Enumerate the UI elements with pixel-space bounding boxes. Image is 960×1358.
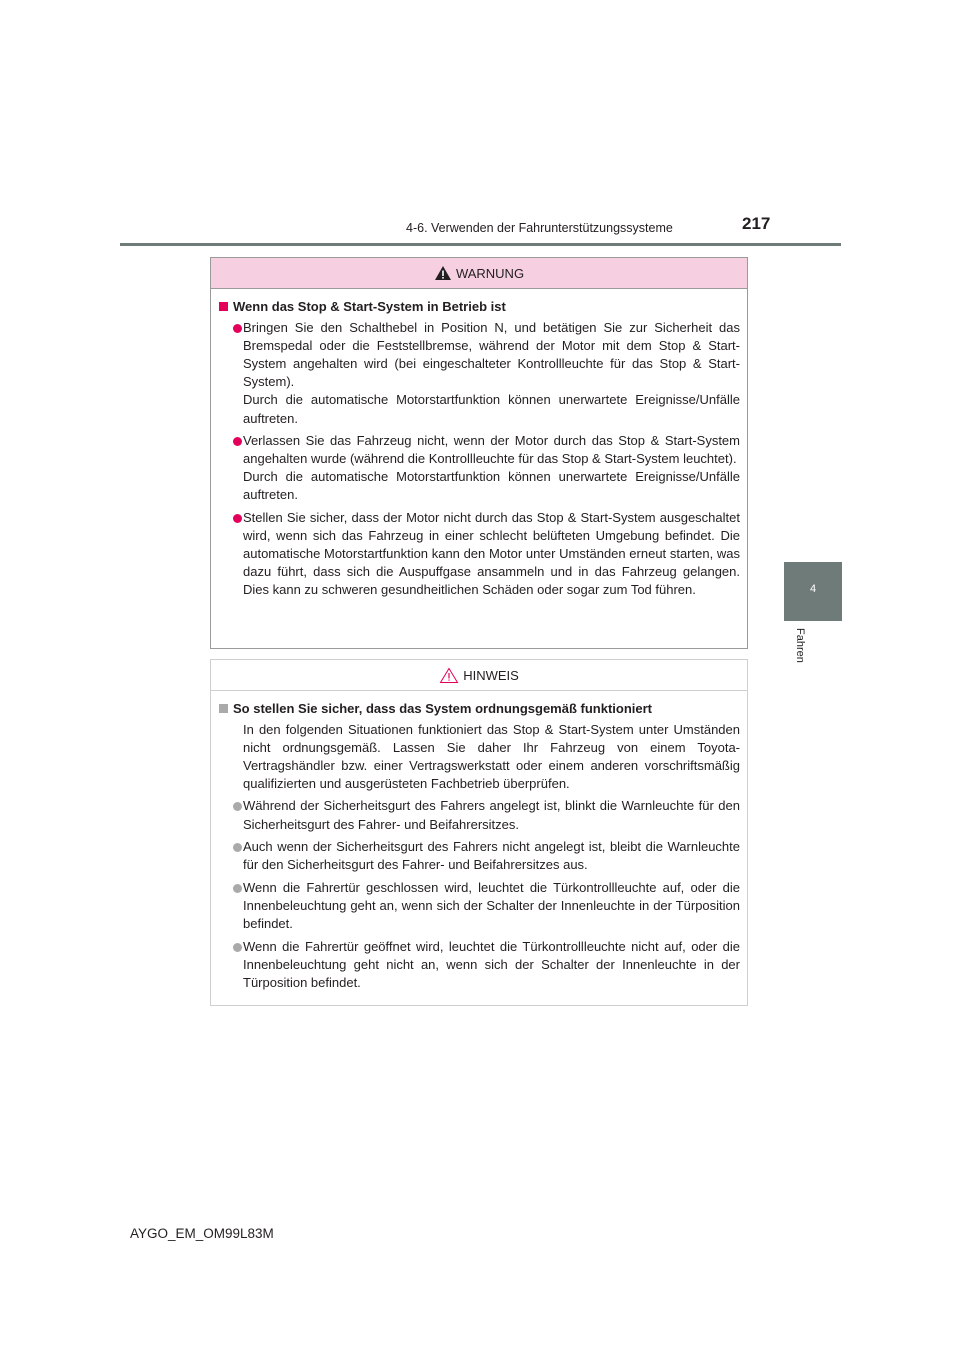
warning-item-text: Stellen Sie sicher, dass der Motor nicht durch das Stop & Start-System ausgeschaltet wird, wenn sich das Fahrzeug in einer schlecht belüfteten Umgebung befindet. Die automatische Motorstartfunktion kann den Motor unter Umständen erneut starten, was dazu führt, dass sich die Auspuffgase ansammeln und in das Fahrzeug gelangen. Dies kann zu schweren gesundheitlichen Schäden oder sogar zum Tod führen. [243,510,740,598]
page-number: 217 [742,214,771,233]
notice-heading [218,700,740,718]
notice-heading-text: So stellen Sie sicher, dass das System ordnungsgemäß funktioniert [233,701,653,716]
notice-body [211,691,747,992]
warning-item-text: Durch die automatische Motorstartfunktion können unerwartete Ereignisse/Unfälle auftreten. [243,392,740,426]
bullet-dot-icon [233,437,242,446]
chapter-label: Fahren [794,628,806,663]
warning-body [211,289,747,600]
warning-item-text: Verlassen Sie das Fahrzeug nicht, wenn der Motor durch das Stop & Start-System angehalten wurde (während die Kontrollleuchte für das Stop & Start-System leuchtet). [243,433,740,467]
notice-title: HINWEIS [463,667,519,683]
header-rule [120,243,841,246]
notice-item-text: Wenn die Fahrertür geschlossen wird, leuchtet die Türkontrollleuchte auf, oder die Innenbeleuchtung geht an, wenn sich der Schalter der Innenleuchte in der Türposition befindet. [243,879,740,932]
chapter-tab [784,562,842,621]
warning-item-text: Bringen Sie den Schalthebel in Position N, und betätigen Sie zur Sicherheit das Bremspedal oder die Feststellbremse, während der Motor mit dem Stop & Start-System angehalten wird (bei eingeschalteter Kontrollleuchte für das Stop & Start-System). [243,320,740,390]
bullet-dot-icon [233,802,242,811]
warning-header [211,258,747,289]
square-bullet-icon [219,704,228,713]
warning-item [218,432,740,504]
notice-item-text: Während der Sicherheitsgurt des Fahrers angelegt ist, blinkt die Warnleuchte für den Sicherheitsgurt des Fahrer- und Beifahrersitzes. [243,798,740,832]
warning-title: WARNUNG [455,265,525,281]
header-section-title: 4-6. Verwenden der Fahrunterstützungssysteme [406,221,673,235]
bullet-dot-icon [233,943,242,952]
notice-item [218,797,740,833]
notice-header [211,660,747,691]
bullet-dot-icon [233,324,242,333]
warning-item-text: Durch die automatische Motorstartfunktion können unerwartete Ereignisse/Unfälle auftreten. [243,469,740,503]
bullet-dot-icon [233,843,242,852]
notice-intro: In den folgenden Situationen funktioniert das Stop & Start-System unter Umständen nicht ordnungsgemäß. Lassen Sie daher Ihr Fahrzeug von einem Toyota-Vertragshändler bzw. einer Vertragswerkstatt oder einem anderen vorschriftsmäßig qualifizierten und ausgerüsteten Fachbetrieb überprüfen. [243,722,740,792]
square-bullet-icon [219,302,228,311]
notice-item-text: Wenn die Fahrertür geöffnet wird, leuchtet die Türkontrollleuchte nicht auf, oder die Innenbeleuchtung geht nicht an, wenn sich der Schalter der Innenleuchte in der Türposition befindet. [243,938,740,990]
warning-box [210,257,748,649]
warning-heading [218,298,740,316]
notice-item [218,938,740,992]
bullet-dot-icon [233,514,242,523]
warning-triangle-icon [434,265,452,281]
warning-item [218,509,740,599]
chapter-number: 4 [809,583,817,595]
notice-box [210,659,748,1006]
footer-document-code: AYGO_EM_OM99L83M [130,1226,274,1241]
notice-item [218,879,740,933]
warning-item [218,319,740,428]
bullet-dot-icon [233,884,242,893]
notice-triangle-icon [439,667,459,684]
notice-item [218,838,740,874]
warning-heading-text: Wenn das Stop & Start-System in Betrieb ist [233,299,506,314]
notice-item-text: Auch wenn der Sicherheitsgurt des Fahrers nicht angelegt ist, bleibt die Warnleuchte für den Sicherheitsgurt des Fahrer- und Beifahrersitzes aus. [243,839,740,873]
